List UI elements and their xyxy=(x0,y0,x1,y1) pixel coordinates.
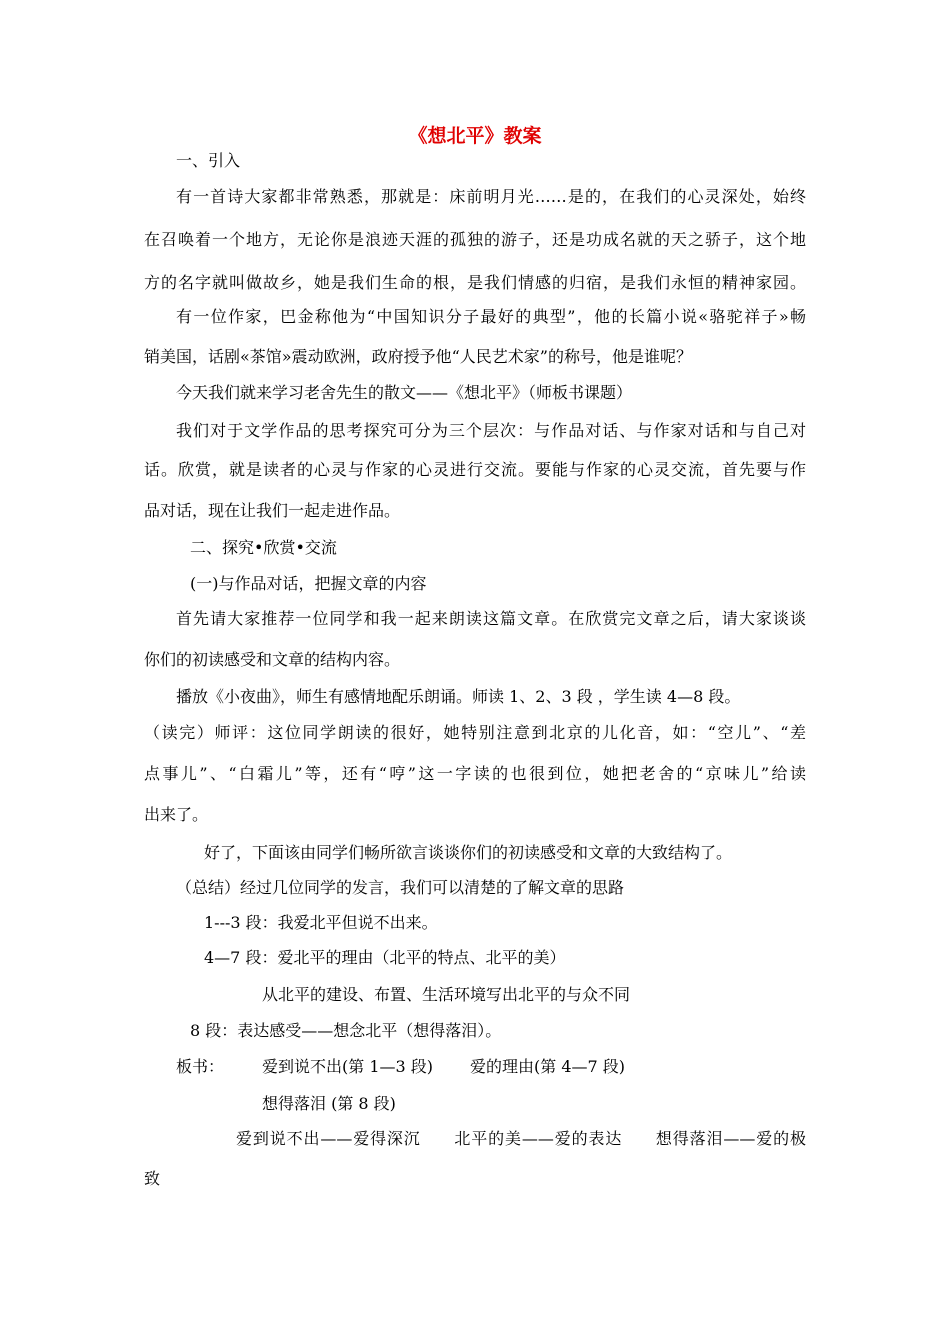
outline-item: 4—7 段：爱北平的理由（北平的特点、北平的美） xyxy=(204,948,566,967)
document-title: 《想北平》教案 xyxy=(408,125,542,147)
paragraph-line: 出来了。 xyxy=(144,805,209,824)
board-label: 板书： xyxy=(176,1057,225,1076)
paragraph-line: 话。欣赏，就是读者的心灵与作家的心灵进行交流。要能与作家的心灵交流，首先要与作 xyxy=(144,460,806,479)
paragraph-line: 你们的初读感受和文章的结构内容。 xyxy=(144,650,401,669)
paragraph-line: （读完）师评：这位同学朗读的很好，她特别注意到北京的儿化音，如：“空儿”、“差 xyxy=(144,723,806,742)
paragraph-line: 播放《小夜曲》，师生有感情地配乐朗诵。师读 1、2、3 段 ，学生读 4—8 段。 xyxy=(176,687,741,706)
paragraph-line: （总结）经过几位同学的发言，我们可以清楚的了解文章的思路 xyxy=(176,878,625,897)
section-heading-explore: 二、探究•欣赏•交流 xyxy=(190,538,337,557)
outline-detail: 从北平的建设、布置、生活环境写出北平的与众不同 xyxy=(262,985,631,1004)
paragraph-line: 有一首诗大家都非常熟悉，那就是：床前明月光……是的，在我们的心灵深处，始终 xyxy=(176,187,806,206)
board-item: 爱的理由(第 4—7 段) xyxy=(470,1057,626,1076)
paragraph-line: 点事儿”、“白霜儿”等，还有“哼”这一字读的也很到位，她把老舍的“京味儿”给读 xyxy=(144,764,806,783)
paragraph-line: 有一位作家，巴金称他为“中国知识分子最好的典型”，他的长篇小说«骆驼祥子»畅 xyxy=(176,307,806,326)
paragraph-line: 方的名字就叫做故乡，她是我们生命的根，是我们情感的归宿，是我们永恒的精神家园。 xyxy=(144,273,806,292)
outline-item: 1---3 段：我爱北平但说不出来。 xyxy=(204,913,438,932)
paragraph-line: 首先请大家推荐一位同学和我一起来朗读这篇文章。在欣赏完文章之后，请大家谈谈 xyxy=(176,609,806,628)
board-summary-line: 致 xyxy=(144,1169,161,1188)
paragraph-line: 品对话，现在让我们一起走进作品。 xyxy=(144,501,401,520)
section-heading-intro: 一、引入 xyxy=(176,151,241,170)
subsection-heading: (一)与作品对话，把握文章的内容 xyxy=(190,574,427,593)
paragraph-line: 我们对于文学作品的思考探究可分为三个层次：与作品对话、与作家对话和与自己对 xyxy=(176,421,806,440)
outline-item: 8 段：表达感受——想念北平（想得落泪）。 xyxy=(190,1021,502,1040)
board-summary-line: 爱到说不出——爱得深沉 北平的美——爱的表达 想得落泪——爱的极 xyxy=(236,1129,806,1148)
paragraph-line: 今天我们就来学习老舍先生的散文——《想北平》（师板书课题） xyxy=(176,383,633,402)
paragraph-line: 销美国，话剧«茶馆»震动欧洲，政府授予他“人民艺术家”的称号，他是谁呢？ xyxy=(144,347,692,366)
board-item: 爱到说不出(第 1—3 段) xyxy=(262,1057,434,1076)
board-item: 想得落泪 (第 8 段) xyxy=(262,1094,396,1113)
paragraph-line: 在召唤着一个地方，无论你是浪迹天涯的孤独的游子，还是功成名就的天之骄子，这个地 xyxy=(144,230,806,249)
paragraph-line: 好了，下面该由同学们畅所欲言谈谈你们的初读感受和文章的大致结构了。 xyxy=(204,843,733,862)
